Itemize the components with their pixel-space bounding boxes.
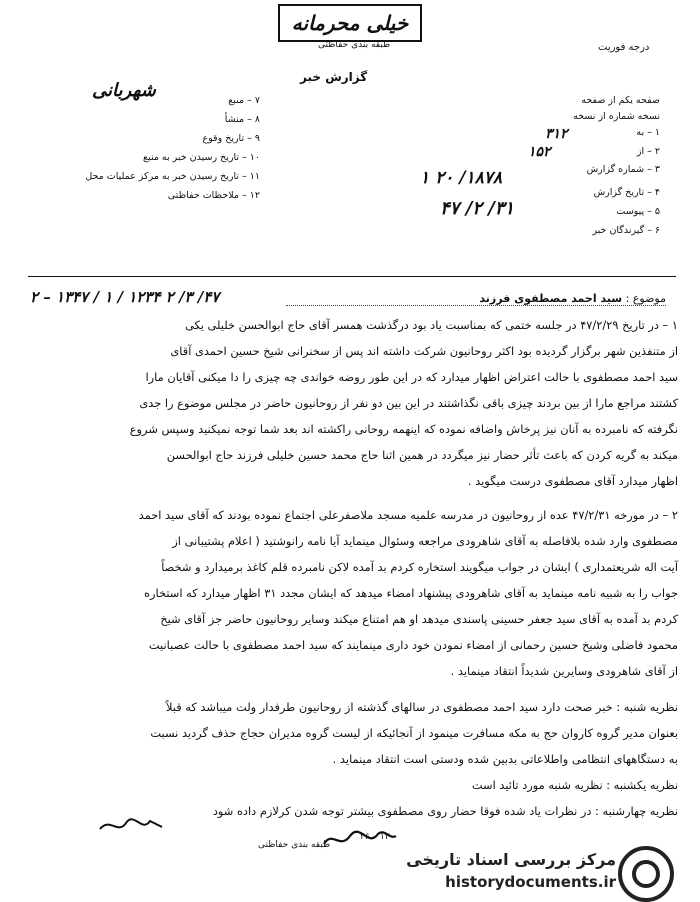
field-source: ۷ – منبع bbox=[228, 95, 260, 106]
header-divider bbox=[28, 276, 676, 277]
body-line: اظهار میدارد آقای مصطفوی درست میگوید . bbox=[467, 474, 678, 488]
body-line: محمود فاضلی وشیخ حسین رحمانی از امضاء نمودن خود داری مینمایند که سید احمد مصطفوی با حالت عصبانیت bbox=[148, 638, 678, 652]
body-line: کشتند مراجع مارا از بین بردند چیزی باقی نگذاشتند در این بین دو نفر از روحانیون حاضر در مجلس موضوع را جدی bbox=[139, 396, 678, 410]
body-line: نگرفته که نامبرده به آنان نیز پرخاش واضافه نموده که اینهمه روحانی راکشته اند بعد شما توجه نمیکنید وسپس شروع bbox=[129, 422, 678, 436]
classification-label: طبقه بندی حفاظتی bbox=[318, 40, 391, 50]
subject-label: موضوع : bbox=[625, 292, 666, 305]
field-news-to-center-date: ۱۱ – تاریخ رسیدن خبر به مرکز عملیات محل bbox=[85, 171, 260, 182]
field-origin: ۸ – منشأ bbox=[224, 114, 260, 125]
body-line: ۱ – در تاریخ ۴۷/۲/۲۹ در جلسه ختمی که بمناسبت یاد بود درگذشت همسر آقای حاج ابوالحسن خلیلی یکی bbox=[184, 318, 678, 332]
field-copy: نسخه شماره از نسخه bbox=[573, 111, 660, 122]
field-security-notes: ۱۲ – ملاحظات حفاظتی bbox=[167, 190, 260, 201]
field-from: ۲ – از bbox=[636, 146, 660, 157]
body-line: کردم بد آمده به آقای سید جعفر حسینی پاسندی میدهد او هم امتناع میکند وسایر روحانیون حاضر جز آقای شیخ bbox=[160, 612, 678, 626]
watermark-website: historydocuments.ir bbox=[445, 873, 616, 891]
watermark-center-name: مرکز بررسی اسناد تاریخی bbox=[406, 850, 616, 869]
field-to: ۱ – به bbox=[636, 127, 660, 138]
body-line: آیت اله شریعتمداری ) ایشان در جواب میگویند استخاره کردم بد آمده لاکن نامبرده قلم کاغذ برمیدارد و شخصاً bbox=[161, 560, 678, 574]
field-report-number: ۳ – شماره گزارش bbox=[586, 164, 660, 175]
field-recipients: ۶ – گیرندگان خبر bbox=[592, 225, 660, 236]
value-to: ۳۱۲ bbox=[545, 126, 568, 142]
value-source: شهربانی bbox=[92, 80, 156, 101]
body-line: از آقای شاهرودی وسایرین شدیداً انتقاد مینماید . bbox=[450, 664, 678, 678]
body-line: نظریه یکشنبه : نظریه شنبه مورد تائید است bbox=[471, 778, 678, 792]
body-line: نظریه شنبه : خبر صحت دارد سید احمد مصطفوی در سالهای گذشته از روحانیون طرفدار ولت میباشد که قبلاً bbox=[165, 700, 678, 714]
priority-label: درجه فوریت bbox=[598, 42, 650, 53]
field-page: صفحه یکم از صفحه bbox=[581, 95, 660, 106]
body-line: به دستگاههای انتظامی واطلاعاتی بدبین شده ودستی است انتقاد مینماید . bbox=[332, 752, 678, 766]
signature-mark bbox=[96, 815, 166, 837]
field-event-date: ۹ – تاریخ وقوع bbox=[202, 133, 260, 144]
report-title: گزارش خبر bbox=[300, 70, 368, 84]
footer-classification: طبقه بندی حفاظتی bbox=[258, 840, 331, 850]
archive-logo bbox=[618, 846, 674, 902]
classification-stamp bbox=[278, 4, 422, 42]
body-line: میکند به گریه کردن که باعث تأثر حضار نیز میگردد در همین اثنا حاج محمد حسین خلیلی فرزند حاج ابوالحسن bbox=[166, 448, 678, 462]
footer-code: ۱۳۰ – ۴۶ bbox=[360, 832, 395, 842]
subject-annotation: ۴۷/ ۳/ ۲ ۱۲۳۴ / ۱ / ۱۳۴۷ – ۲ bbox=[30, 288, 220, 306]
body-line: ۲ – در مورخه ۴۷/۲/۳۱ عده از روحانیون در مدرسه علمیه مسجد ملاصفرعلی اجتماع نموده بودند که آقای سید احمد bbox=[138, 508, 678, 522]
subject-text: سید احمد مصطفوی فرزند bbox=[479, 292, 623, 305]
stamp-text: خیلی محرمانه bbox=[291, 11, 409, 35]
field-news-to-source-date: ۱۰ – تاریخ رسیدن خبر به منبع bbox=[143, 152, 260, 163]
body-line: مصطفوی وارد شده بلافاصله به آقای شاهرودی مراجعه وسئوال مینماید آیا نامه رانوشتید ( اعلام پشتیبانی از bbox=[172, 534, 678, 548]
field-report-date: ۴ – تاریخ گزارش bbox=[593, 187, 660, 198]
body-line: بعنوان مدیر گروه کاروان حج به مکه مسافرت مینمود از آنجائیکه از لیست گروه مدیران حجاج حذف گردید نسبت bbox=[150, 726, 678, 740]
subject-line bbox=[286, 292, 666, 306]
body-line: از متنفذین شهر برگزار گردیده بود اکثر روحانیون شرکت داشته اند پس از سخنرانی شیخ حسین احمدی آقای bbox=[170, 344, 678, 358]
value-report-number: ۱۸۷۸/ ۲۰ ۱ bbox=[420, 168, 502, 188]
value-report-date: ۳۱/ ۲/ ۴۷ bbox=[440, 198, 515, 219]
body-line: جواب را به شبیه نامه مینماید به آقای شاهرودی پیشنهاد امضاء میدهد که ایشان مجدد ۳۱ اظهار میدارد که استخاره bbox=[144, 586, 678, 600]
body-line: نظریه چهارشنبه : در نظرات یاد شده فوقا حضار روی مصطفوی بیشتر توجه شدن کرلازم داده شود bbox=[212, 804, 678, 818]
field-attachment: ۵ – پیوست bbox=[616, 206, 660, 217]
left-fields bbox=[20, 95, 260, 209]
value-from: ۱۵۲ bbox=[528, 144, 551, 160]
body-line: سید احمد مصطفوی با حالت اعتراض اظهار میدارد که در این طور روضه خواندی چه چیزی را دا میکنی آقایان مارا bbox=[145, 370, 678, 384]
